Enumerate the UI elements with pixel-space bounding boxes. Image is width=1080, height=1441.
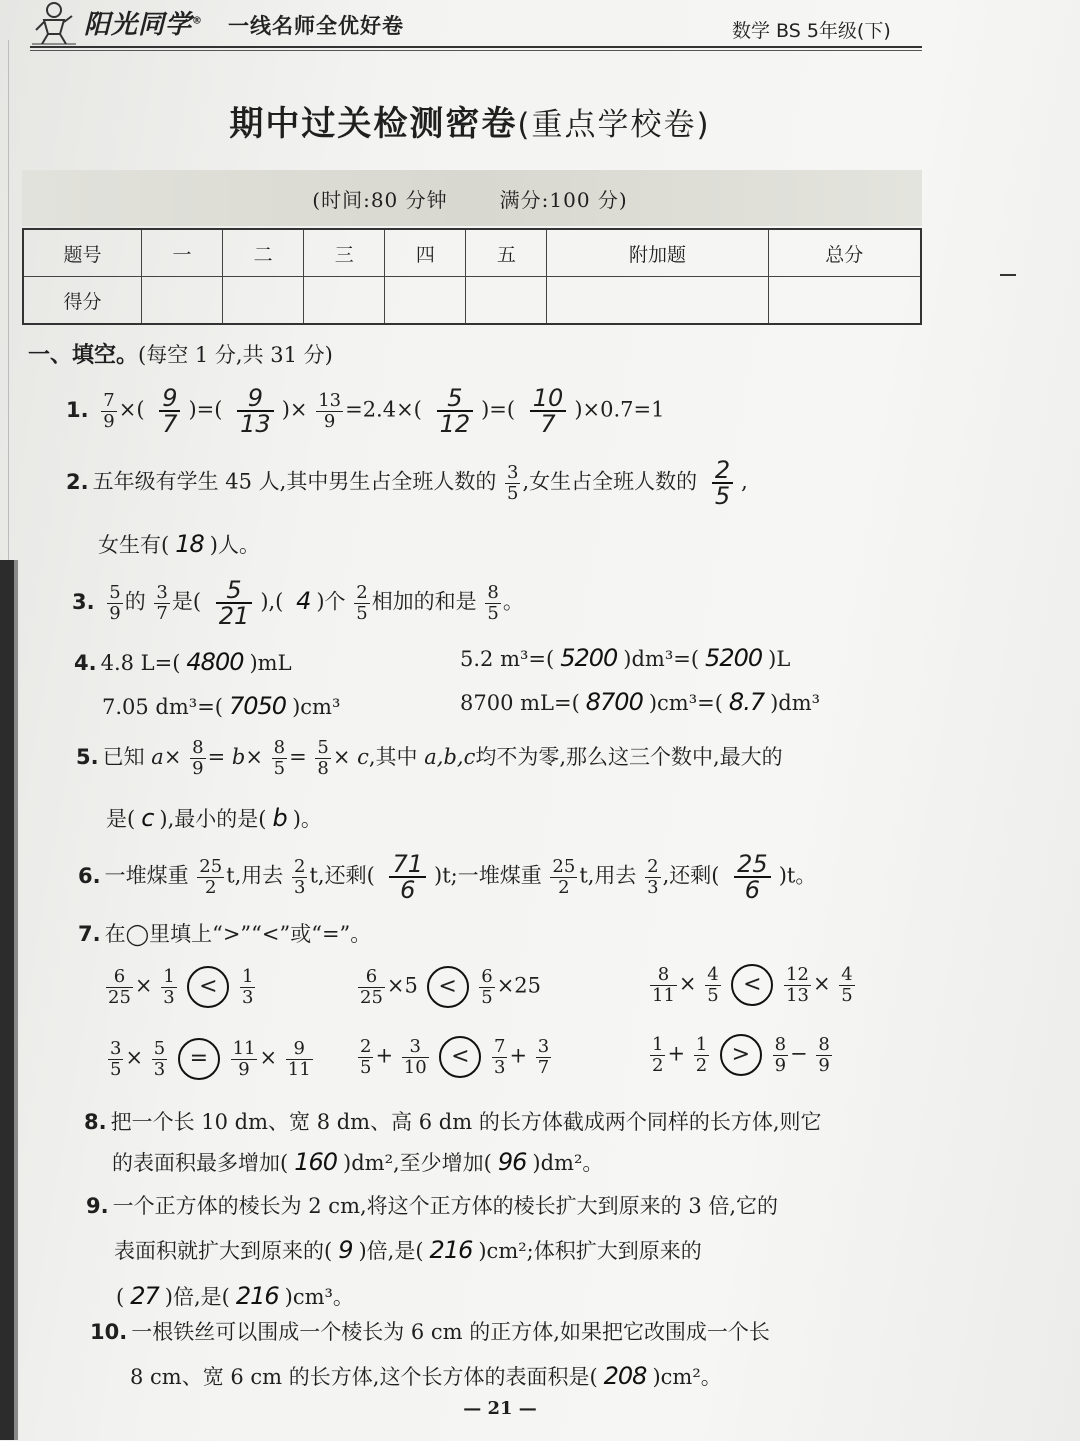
header-rule bbox=[30, 46, 922, 48]
comparison-3: $\frac{8}{11}$ × $\frac{4}{5}$ < $\frac{12}{13}$ × $\frac{4}{5}$ bbox=[652, 963, 853, 1006]
handwritten-answer[interactable]: 4 bbox=[296, 586, 311, 615]
fraction: $\frac{6}{5}$ bbox=[481, 965, 493, 1008]
question-9-line-2: 表面积就扩大到原来的( 9 )倍,是( 216 )cm²;体积扩大到原来的 bbox=[114, 1236, 702, 1264]
fraction: $\frac{2}{5}$ bbox=[356, 581, 368, 624]
question-3: 3. $\frac{5}{9}$ 的 $\frac{3}{7}$ 是( $\frac{5}{21}$ ),( 4 )个 $\frac{2}{5}$ 相加的和是 $\frac{8}{5}$ 。 bbox=[72, 576, 524, 630]
table-cell: 得分 bbox=[23, 277, 142, 325]
handwritten-answer[interactable]: 9 bbox=[338, 1236, 353, 1264]
handwritten-answer[interactable]: 8.7 bbox=[728, 688, 765, 716]
question-4-a: 4. 4.8 L=( 4800 )mL bbox=[74, 648, 292, 676]
comparison-6: $\frac{1}{2}$ + $\frac{1}{2}$ > $\frac{8}{9}$ − $\frac{8}{9}$ bbox=[652, 1033, 830, 1076]
fraction: $\frac{8}{11}$ bbox=[652, 963, 675, 1006]
handwritten-answer[interactable]: 216 bbox=[429, 1236, 473, 1264]
fraction: $\frac{8}{5}$ bbox=[273, 737, 286, 779]
fraction: $\frac{25}{2}$ bbox=[199, 855, 223, 898]
fraction: $\frac{11}{9}$ bbox=[232, 1037, 256, 1080]
fraction: $\frac{1}{3}$ bbox=[163, 965, 175, 1008]
table-cell: 四 bbox=[385, 229, 466, 277]
fraction: $\frac{2}{3}$ bbox=[294, 855, 306, 898]
handwritten-answer[interactable]: $\frac{25}{6}$ bbox=[734, 852, 771, 902]
fraction: $\frac{1}{3}$ bbox=[242, 965, 254, 1008]
fraction: $\frac{3}{5}$ bbox=[507, 461, 519, 504]
question-10-line-2: 8 cm、宽 6 cm 的长方体,这个长方体的表面积是( 208 )cm²。 bbox=[130, 1362, 722, 1390]
comparison-5: $\frac{2}{5}$ + $\frac{3}{10}$ < $\frac{7}{3}$ + $\frac{3}{7}$ bbox=[360, 1035, 550, 1078]
comparison-circle[interactable]: < bbox=[731, 964, 773, 1006]
score-cell[interactable] bbox=[768, 277, 921, 325]
question-5: 5. 已知 a× $\frac{8}{9}$ = b× $\frac{8}{5}$ = $\frac{5}{8}$ × c,其中 a,b,c均不为零,那么这三个数中,最大的 bbox=[76, 737, 783, 779]
fraction: $\frac{3}{10}$ bbox=[403, 1035, 427, 1078]
binding-strip bbox=[0, 560, 14, 1440]
handwritten-answer[interactable]: $\frac{5}{12}$ bbox=[437, 386, 474, 436]
handwritten-answer[interactable]: 216 bbox=[235, 1282, 279, 1310]
handwritten-answer[interactable]: c bbox=[141, 804, 154, 832]
handwritten-answer[interactable]: $\frac{71}{6}$ bbox=[389, 852, 426, 902]
handwritten-answer[interactable]: 27 bbox=[130, 1282, 159, 1310]
question-8: 8. 把一个长 10 dm、宽 8 dm、高 6 dm 的长方体截成两个同样的长方体,则它 bbox=[84, 1110, 822, 1134]
student-mascot-icon bbox=[30, 0, 78, 46]
comparison-circle[interactable]: < bbox=[427, 966, 469, 1008]
table-cell: 三 bbox=[304, 229, 385, 277]
fraction: $\frac{3}{7}$ bbox=[156, 581, 168, 624]
comparison-circle[interactable]: < bbox=[439, 1036, 481, 1078]
handwritten-answer[interactable]: 8700 bbox=[585, 688, 643, 716]
score-cell[interactable] bbox=[142, 277, 223, 325]
handwritten-answer[interactable]: 18 bbox=[175, 530, 204, 558]
score-cell[interactable] bbox=[547, 277, 768, 325]
time-info: (时间:80 分钟 满分:100 分) bbox=[312, 188, 628, 212]
page-number: — 21 — bbox=[463, 1398, 537, 1419]
comparison-circle[interactable]: < bbox=[187, 966, 229, 1008]
comparison-circle[interactable]: = bbox=[178, 1038, 220, 1080]
fraction: $\frac{1}{2}$ bbox=[695, 1033, 708, 1076]
table-cell: 题号 bbox=[23, 229, 142, 277]
question-2-line-2: 女生有( 18 )人。 bbox=[98, 530, 260, 558]
fraction: $\frac{25}{2}$ bbox=[552, 855, 576, 898]
handwritten-answer[interactable]: 208 bbox=[603, 1362, 647, 1390]
table-cell: 附加题 bbox=[547, 229, 768, 277]
fraction: $\frac{3}{5}$ bbox=[110, 1037, 122, 1080]
fraction: $\frac{2}{3}$ bbox=[647, 855, 659, 898]
exam-title: 期中过关检测密卷(重点学校卷) bbox=[229, 104, 711, 144]
question-10: 10. 一根铁丝可以围成一个棱长为 6 cm 的正方体,如果把它改围成一个长 bbox=[90, 1320, 770, 1344]
score-cell[interactable] bbox=[304, 277, 385, 325]
fraction: $\frac{6}{25}$ bbox=[108, 965, 131, 1008]
slogan: 一线名师全优好卷 bbox=[228, 14, 404, 38]
question-1: 1. $\frac{7}{9}$ ×( $\frac{9}{7}$ )=( $\frac{9}{13}$ )× $\frac{13}{9}$ =2.4×( $\frac{5}{12}$ )=( $\frac{10}{7}$ )×0.7=1 bbox=[66, 384, 665, 438]
fraction: $\frac{4}{5}$ bbox=[841, 963, 853, 1006]
fraction: $\frac{6}{25}$ bbox=[360, 965, 383, 1008]
fraction: $\frac{5}{8}$ bbox=[317, 737, 329, 779]
handwritten-answer[interactable]: 7050 bbox=[229, 692, 287, 720]
question-4-c: 7.05 dm³=( 7050 )cm³ bbox=[102, 692, 341, 720]
table-cell: 总分 bbox=[768, 229, 921, 277]
handwritten-answer[interactable]: 160 bbox=[294, 1148, 338, 1176]
handwritten-answer[interactable]: 5200 bbox=[705, 644, 763, 672]
question-8-line-2: 的表面积最多增加( 160 )dm²,至少增加( 96 )dm²。 bbox=[112, 1148, 604, 1176]
comparison-1: $\frac{6}{25}$ × $\frac{1}{3}$ < $\frac{1}{3}$ bbox=[108, 965, 254, 1008]
fraction: $\frac{9}{11}$ bbox=[287, 1037, 311, 1080]
section-heading: 一、填空。(每空 1 分,共 31 分) bbox=[28, 343, 333, 368]
comparison-circle[interactable]: > bbox=[720, 1034, 762, 1076]
handwritten-answer[interactable]: $\frac{5}{21}$ bbox=[216, 578, 253, 628]
handwritten-answer[interactable]: $\frac{2}{5}$ bbox=[712, 458, 733, 508]
question-9-line-3: ( 27 )倍,是( 216 )cm³。 bbox=[116, 1282, 354, 1310]
fraction: $\frac{5}{9}$ bbox=[109, 581, 121, 624]
question-4-d: 8700 mL=( 8700 )cm³=( 8.7 )dm³ bbox=[460, 688, 821, 716]
table-cell: 一 bbox=[142, 229, 223, 277]
table-cell: 五 bbox=[466, 229, 547, 277]
handwritten-answer[interactable]: $\frac{10}{7}$ bbox=[530, 386, 567, 436]
fraction: $\frac{8}{9}$ bbox=[192, 737, 204, 779]
handwritten-answer[interactable]: $\frac{9}{13}$ bbox=[237, 386, 274, 436]
score-table-header-row bbox=[23, 229, 921, 277]
handwritten-answer[interactable]: b bbox=[272, 804, 287, 832]
question-2: 2. 五年级有学生 45 人,其中男生占全班人数的 $\frac{3}{5}$ ,女生占全班人数的 $\frac{2}{5}$ , bbox=[66, 456, 748, 510]
fraction: $\frac{7}{9}$ bbox=[103, 389, 115, 432]
fraction: $\frac{13}{9}$ bbox=[318, 389, 342, 432]
score-table bbox=[22, 228, 922, 325]
table-cell: 二 bbox=[223, 229, 304, 277]
fraction: $\frac{3}{7}$ bbox=[537, 1035, 550, 1078]
edge-mark bbox=[1000, 274, 1016, 276]
fraction: $\frac{5}{3}$ bbox=[153, 1037, 166, 1080]
question-7: 7. 在◯里填上“>”“<”或“=”。 bbox=[78, 922, 372, 946]
score-cell[interactable] bbox=[466, 277, 547, 325]
handwritten-answer[interactable]: $\frac{9}{7}$ bbox=[159, 386, 180, 436]
fraction: $\frac{12}{13}$ bbox=[786, 963, 809, 1006]
question-4-b: 5.2 m³=( 5200 )dm³=( 5200 )L bbox=[460, 644, 791, 672]
comparison-2: $\frac{6}{25}$ ×5 < $\frac{6}{5}$ ×25 bbox=[360, 965, 542, 1008]
fraction: $\frac{2}{5}$ bbox=[360, 1035, 372, 1078]
question-9: 9. 一个正方体的棱长为 2 cm,将这个正方体的棱长扩大到原来的 3 倍,它的 bbox=[86, 1194, 779, 1218]
score-cell[interactable] bbox=[385, 277, 466, 325]
fraction: $\frac{1}{2}$ bbox=[652, 1033, 664, 1076]
subject-grade: 数学 BS 5年级(下) bbox=[732, 20, 891, 42]
fraction: $\frac{8}{5}$ bbox=[487, 581, 499, 624]
comparison-4: $\frac{3}{5}$ × $\frac{5}{3}$ = $\frac{11}{9}$ × $\frac{9}{11}$ bbox=[110, 1037, 311, 1080]
fraction: $\frac{7}{3}$ bbox=[494, 1035, 506, 1078]
question-5-line-2: 是( c ),最小的是( b )。 bbox=[106, 804, 322, 832]
handwritten-answer[interactable]: 96 bbox=[497, 1148, 527, 1176]
binding-strip-edge bbox=[14, 560, 18, 1440]
question-6: 6. 一堆煤重 $\frac{25}{2}$ t,用去 $\frac{2}{3}$ t,还剩( $\frac{71}{6}$ )t;一堆煤重 $\frac{25}{2}$ t,用去 $\frac{2}{3}$ ,还剩( $\frac{25}{6}$ )t。 bbox=[78, 850, 817, 904]
fraction: $\frac{4}{5}$ bbox=[707, 963, 719, 1006]
fraction: $\frac{8}{9}$ bbox=[818, 1033, 830, 1076]
brand-name: 阳光同学® bbox=[84, 10, 204, 40]
handwritten-answer[interactable]: 4800 bbox=[186, 648, 244, 676]
score-cell[interactable] bbox=[223, 277, 304, 325]
score-table-score-row bbox=[23, 277, 921, 325]
fraction: $\frac{8}{9}$ bbox=[774, 1033, 787, 1076]
handwritten-answer[interactable]: 5200 bbox=[560, 644, 618, 672]
header-rule-thin bbox=[30, 50, 922, 51]
